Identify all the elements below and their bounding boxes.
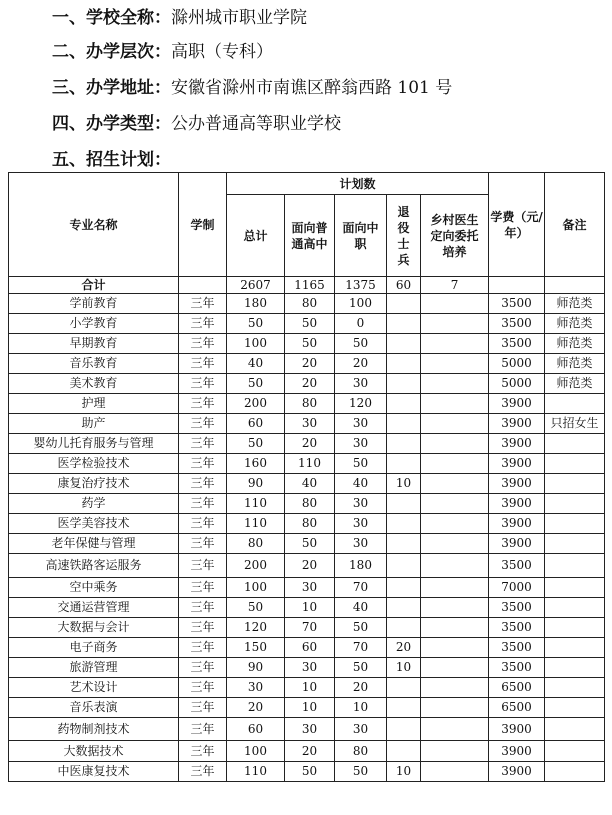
row-general-hs: 10 (285, 598, 335, 618)
row-name: 艺术设计 (9, 678, 179, 698)
row-note (545, 618, 605, 638)
row-duration: 三年 (179, 678, 227, 698)
row-total: 50 (227, 374, 285, 394)
row-fee: 7000 (489, 578, 545, 598)
table-row (9, 494, 605, 514)
header-note: 备注 (545, 173, 605, 277)
row-general-hs: 80 (285, 494, 335, 514)
header-vocational: 面向中职 (335, 195, 387, 277)
row-note (545, 741, 605, 762)
row-note (545, 598, 605, 618)
total-veterans: 60 (387, 277, 421, 294)
row-note (545, 638, 605, 658)
row-vocational: 50 (335, 658, 387, 678)
row-name: 音乐教育 (9, 354, 179, 374)
table-row (9, 762, 605, 782)
row-general-hs: 70 (285, 618, 335, 638)
row-total: 110 (227, 762, 285, 782)
row-duration: 三年 (179, 718, 227, 741)
table-row (9, 474, 605, 494)
row-vocational: 30 (335, 494, 387, 514)
row-name: 医学检验技术 (9, 454, 179, 474)
row-note: 师范类 (545, 334, 605, 354)
row-total: 20 (227, 698, 285, 718)
row-duration: 三年 (179, 638, 227, 658)
row-name: 药物制剂技术 (9, 718, 179, 741)
table-row (9, 618, 605, 638)
row-fee: 3900 (489, 474, 545, 494)
row-name: 早期教育 (9, 334, 179, 354)
row-vocational: 30 (335, 514, 387, 534)
row-rural-doctor (421, 314, 489, 334)
row-rural-doctor (421, 454, 489, 474)
row-rural-doctor (421, 294, 489, 314)
row-vocational: 30 (335, 534, 387, 554)
row-vocational: 30 (335, 718, 387, 741)
total-total: 2607 (227, 277, 285, 294)
row-duration: 三年 (179, 698, 227, 718)
row-general-hs: 20 (285, 374, 335, 394)
row-total: 100 (227, 334, 285, 354)
row-name: 中医康复技术 (9, 762, 179, 782)
row-duration: 三年 (179, 598, 227, 618)
row-fee: 3500 (489, 334, 545, 354)
row-fee: 3900 (489, 394, 545, 414)
table-row (9, 534, 605, 554)
row-vocational: 70 (335, 578, 387, 598)
row-note: 师范类 (545, 314, 605, 334)
info-label: 五、招生计划： (52, 150, 171, 170)
header-rural-doctor: 乡村医生定向委托培养 (421, 195, 489, 277)
header-name: 专业名称 (9, 173, 179, 277)
row-veterans (387, 578, 421, 598)
info-label: 三、办学地址： (52, 78, 171, 98)
row-general-hs: 50 (285, 762, 335, 782)
row-name: 医学美容技术 (9, 514, 179, 534)
row-duration: 三年 (179, 394, 227, 414)
row-total: 110 (227, 514, 285, 534)
row-note (545, 534, 605, 554)
table-row (9, 354, 605, 374)
row-name: 大数据与会计 (9, 618, 179, 638)
row-vocational: 0 (335, 314, 387, 334)
row-duration: 三年 (179, 618, 227, 638)
row-vocational: 30 (335, 414, 387, 434)
table-row (9, 698, 605, 718)
row-note (545, 762, 605, 782)
row-name: 高速铁路客运服务 (9, 554, 179, 578)
row-fee: 3900 (489, 762, 545, 782)
table-row (9, 374, 605, 394)
row-rural-doctor (421, 414, 489, 434)
row-vocational: 80 (335, 741, 387, 762)
row-total: 90 (227, 658, 285, 678)
info-address (52, 78, 452, 98)
row-vocational: 50 (335, 762, 387, 782)
info-plan (52, 150, 171, 170)
row-fee: 6500 (489, 698, 545, 718)
table-row (9, 638, 605, 658)
row-note: 只招女生 (545, 414, 605, 434)
row-fee: 3500 (489, 618, 545, 638)
row-total: 60 (227, 414, 285, 434)
row-total: 200 (227, 394, 285, 414)
row-rural-doctor (421, 334, 489, 354)
row-general-hs: 50 (285, 314, 335, 334)
row-total: 80 (227, 534, 285, 554)
row-duration: 三年 (179, 334, 227, 354)
row-vocational: 120 (335, 394, 387, 414)
row-fee: 3900 (489, 718, 545, 741)
row-duration: 三年 (179, 354, 227, 374)
row-fee: 3500 (489, 658, 545, 678)
row-veterans (387, 434, 421, 454)
table-row (9, 514, 605, 534)
table-header-row (9, 173, 605, 195)
row-note: 师范类 (545, 374, 605, 394)
row-duration: 三年 (179, 658, 227, 678)
row-total: 100 (227, 578, 285, 598)
row-duration: 三年 (179, 314, 227, 334)
table-row (9, 598, 605, 618)
table-row (9, 314, 605, 334)
row-fee: 3500 (489, 638, 545, 658)
info-value: 公办普通高等职业学校 (171, 114, 341, 134)
row-note (545, 658, 605, 678)
row-note (545, 454, 605, 474)
row-veterans (387, 718, 421, 741)
row-vocational: 20 (335, 354, 387, 374)
row-rural-doctor (421, 698, 489, 718)
row-name: 电子商务 (9, 638, 179, 658)
row-veterans (387, 454, 421, 474)
row-rural-doctor (421, 718, 489, 741)
row-veterans (387, 598, 421, 618)
row-duration: 三年 (179, 534, 227, 554)
row-fee: 3900 (489, 434, 545, 454)
row-note (545, 718, 605, 741)
row-total: 30 (227, 678, 285, 698)
info-label: 一、学校全称： (52, 8, 171, 28)
row-duration: 三年 (179, 494, 227, 514)
row-veterans: 20 (387, 638, 421, 658)
total-note (545, 277, 605, 294)
row-name: 学前教育 (9, 294, 179, 314)
header-plan-group: 计划数 (227, 173, 489, 195)
table-row (9, 741, 605, 762)
row-fee: 3900 (489, 494, 545, 514)
row-general-hs: 80 (285, 514, 335, 534)
row-rural-doctor (421, 534, 489, 554)
row-veterans (387, 698, 421, 718)
row-vocational: 70 (335, 638, 387, 658)
row-vocational: 30 (335, 434, 387, 454)
row-rural-doctor (421, 578, 489, 598)
table-row (9, 334, 605, 354)
row-name: 护理 (9, 394, 179, 414)
table-row (9, 578, 605, 598)
row-veterans (387, 741, 421, 762)
row-fee: 5000 (489, 354, 545, 374)
row-total: 200 (227, 554, 285, 578)
row-general-hs: 30 (285, 414, 335, 434)
row-veterans: 10 (387, 658, 421, 678)
row-rural-doctor (421, 598, 489, 618)
row-note (545, 494, 605, 514)
row-duration: 三年 (179, 454, 227, 474)
row-name: 交通运营管理 (9, 598, 179, 618)
row-note (545, 578, 605, 598)
row-fee: 3900 (489, 514, 545, 534)
row-total: 40 (227, 354, 285, 374)
row-rural-doctor (421, 638, 489, 658)
total-duration (179, 277, 227, 294)
row-note (545, 554, 605, 578)
row-vocational: 30 (335, 374, 387, 394)
row-vocational: 50 (335, 334, 387, 354)
row-name: 旅游管理 (9, 658, 179, 678)
row-duration: 三年 (179, 414, 227, 434)
info-label: 四、办学类型： (52, 114, 171, 134)
row-note (545, 394, 605, 414)
row-duration: 三年 (179, 294, 227, 314)
row-fee: 3500 (489, 598, 545, 618)
row-fee: 3900 (489, 534, 545, 554)
row-duration: 三年 (179, 762, 227, 782)
info-value: 安徽省滁州市南谯区醉翁西路 101 号 (171, 78, 453, 98)
row-duration: 三年 (179, 434, 227, 454)
row-veterans: 10 (387, 474, 421, 494)
table-row (9, 554, 605, 578)
row-rural-doctor (421, 354, 489, 374)
row-general-hs: 30 (285, 578, 335, 598)
total-fee (489, 277, 545, 294)
header-total: 总计 (227, 195, 285, 277)
row-total: 150 (227, 638, 285, 658)
row-veterans (387, 334, 421, 354)
row-name: 婴幼儿托育服务与管理 (9, 434, 179, 454)
row-rural-doctor (421, 514, 489, 534)
row-total: 50 (227, 314, 285, 334)
row-note (545, 698, 605, 718)
row-general-hs: 80 (285, 394, 335, 414)
row-veterans (387, 394, 421, 414)
row-name: 助产 (9, 414, 179, 434)
row-fee: 3500 (489, 314, 545, 334)
row-fee: 3900 (489, 414, 545, 434)
row-fee: 3500 (489, 554, 545, 578)
info-type (52, 114, 341, 134)
table-row (9, 294, 605, 314)
row-general-hs: 10 (285, 678, 335, 698)
row-vocational: 40 (335, 474, 387, 494)
row-veterans: 10 (387, 762, 421, 782)
row-duration: 三年 (179, 741, 227, 762)
info-level (52, 42, 273, 62)
row-name: 音乐表演 (9, 698, 179, 718)
row-rural-doctor (421, 554, 489, 578)
row-veterans (387, 354, 421, 374)
row-fee: 6500 (489, 678, 545, 698)
row-vocational: 50 (335, 454, 387, 474)
total-vocational: 1375 (335, 277, 387, 294)
info-school-name (52, 8, 307, 28)
row-veterans (387, 534, 421, 554)
row-total: 100 (227, 741, 285, 762)
table-total-row (9, 277, 605, 294)
row-rural-doctor (421, 762, 489, 782)
row-veterans (387, 294, 421, 314)
row-note: 师范类 (545, 294, 605, 314)
table-row (9, 414, 605, 434)
row-fee: 5000 (489, 374, 545, 394)
row-veterans (387, 494, 421, 514)
total-rural-doctor: 7 (421, 277, 489, 294)
row-general-hs: 30 (285, 718, 335, 741)
row-total: 50 (227, 598, 285, 618)
row-veterans (387, 678, 421, 698)
row-veterans (387, 314, 421, 334)
row-fee: 3900 (489, 741, 545, 762)
row-total: 90 (227, 474, 285, 494)
table-row (9, 658, 605, 678)
row-veterans (387, 374, 421, 394)
table-row (9, 394, 605, 414)
row-veterans (387, 514, 421, 534)
row-name: 老年保健与管理 (9, 534, 179, 554)
row-note (545, 434, 605, 454)
row-duration: 三年 (179, 578, 227, 598)
row-vocational: 40 (335, 598, 387, 618)
row-general-hs: 30 (285, 658, 335, 678)
row-general-hs: 40 (285, 474, 335, 494)
row-general-hs: 110 (285, 454, 335, 474)
row-vocational: 10 (335, 698, 387, 718)
row-total: 60 (227, 718, 285, 741)
row-name: 小学教育 (9, 314, 179, 334)
table-row (9, 454, 605, 474)
row-rural-doctor (421, 434, 489, 454)
row-general-hs: 50 (285, 534, 335, 554)
row-rural-doctor (421, 394, 489, 414)
row-vocational: 50 (335, 618, 387, 638)
row-general-hs: 50 (285, 334, 335, 354)
header-general-hs: 面向普通高中 (285, 195, 335, 277)
row-duration: 三年 (179, 374, 227, 394)
row-rural-doctor (421, 678, 489, 698)
row-duration: 三年 (179, 554, 227, 578)
table-row (9, 678, 605, 698)
row-total: 120 (227, 618, 285, 638)
header-duration: 学制 (179, 173, 227, 277)
row-vocational: 100 (335, 294, 387, 314)
row-fee: 3500 (489, 294, 545, 314)
total-general-hs: 1165 (285, 277, 335, 294)
row-veterans (387, 414, 421, 434)
row-vocational: 180 (335, 554, 387, 578)
row-general-hs: 20 (285, 434, 335, 454)
row-rural-doctor (421, 374, 489, 394)
row-fee: 3900 (489, 454, 545, 474)
row-vocational: 20 (335, 678, 387, 698)
header-fee: 学费（元/年） (489, 173, 545, 277)
row-rural-doctor (421, 741, 489, 762)
row-name: 空中乘务 (9, 578, 179, 598)
row-general-hs: 80 (285, 294, 335, 314)
info-label: 二、办学层次： (52, 42, 171, 62)
row-duration: 三年 (179, 514, 227, 534)
info-value: 高职（专科） (171, 42, 273, 62)
row-general-hs: 20 (285, 354, 335, 374)
row-rural-doctor (421, 658, 489, 678)
row-veterans (387, 618, 421, 638)
row-general-hs: 20 (285, 741, 335, 762)
row-general-hs: 10 (285, 698, 335, 718)
header-veterans: 退役士兵 (387, 195, 421, 277)
row-rural-doctor (421, 618, 489, 638)
row-note (545, 514, 605, 534)
info-value: 滁州城市职业学院 (171, 8, 307, 28)
row-total: 110 (227, 494, 285, 514)
row-note (545, 678, 605, 698)
row-name: 药学 (9, 494, 179, 514)
row-note (545, 474, 605, 494)
table-row (9, 434, 605, 454)
row-name: 美术教育 (9, 374, 179, 394)
row-total: 160 (227, 454, 285, 474)
table-row (9, 718, 605, 741)
row-duration: 三年 (179, 474, 227, 494)
row-total: 180 (227, 294, 285, 314)
row-veterans (387, 554, 421, 578)
row-rural-doctor (421, 474, 489, 494)
total-name: 合计 (9, 277, 179, 294)
row-general-hs: 20 (285, 554, 335, 578)
row-general-hs: 60 (285, 638, 335, 658)
row-name: 康复治疗技术 (9, 474, 179, 494)
row-rural-doctor (421, 494, 489, 514)
row-name: 大数据技术 (9, 741, 179, 762)
row-total: 50 (227, 434, 285, 454)
enrollment-plan-table (8, 172, 605, 782)
row-note: 师范类 (545, 354, 605, 374)
